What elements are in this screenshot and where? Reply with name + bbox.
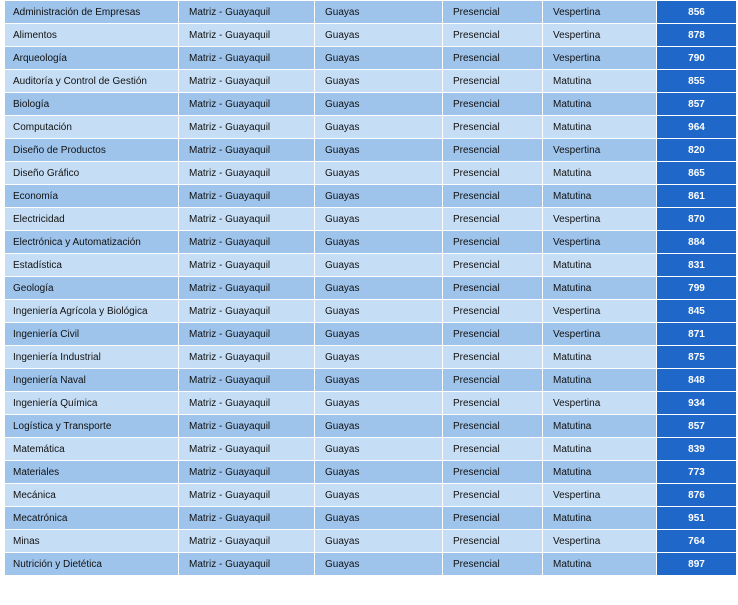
province-cell: Guayas — [315, 530, 443, 553]
campus-cell: Matriz - Guayaquil — [179, 484, 315, 507]
table-row — [5, 70, 737, 93]
career-name-cell: Minas — [5, 530, 179, 553]
modality-cell: Presencial — [443, 24, 543, 47]
modality-cell: Presencial — [443, 461, 543, 484]
career-name-cell: Mecánica — [5, 484, 179, 507]
campus-cell: Matriz - Guayaquil — [179, 346, 315, 369]
province-cell: Guayas — [315, 484, 443, 507]
province-cell: Guayas — [315, 254, 443, 277]
score-cell: 934 — [657, 392, 737, 415]
table-row — [5, 277, 737, 300]
schedule-cell: Matutina — [543, 369, 657, 392]
score-cell: 964 — [657, 116, 737, 139]
modality-cell: Presencial — [443, 438, 543, 461]
modality-cell: Presencial — [443, 254, 543, 277]
province-cell: Guayas — [315, 369, 443, 392]
modality-cell: Presencial — [443, 70, 543, 93]
campus-cell: Matriz - Guayaquil — [179, 162, 315, 185]
campus-cell: Matriz - Guayaquil — [179, 507, 315, 530]
modality-cell: Presencial — [443, 208, 543, 231]
score-cell: 857 — [657, 415, 737, 438]
province-cell: Guayas — [315, 507, 443, 530]
province-cell: Guayas — [315, 553, 443, 576]
career-name-cell: Computación — [5, 116, 179, 139]
modality-cell: Presencial — [443, 507, 543, 530]
score-cell: 861 — [657, 185, 737, 208]
table-row — [5, 484, 737, 507]
career-name-cell: Auditoría y Control de Gestión — [5, 70, 179, 93]
schedule-cell: Vespertina — [543, 392, 657, 415]
province-cell: Guayas — [315, 415, 443, 438]
schedule-cell: Matutina — [543, 553, 657, 576]
career-name-cell: Ingeniería Civil — [5, 323, 179, 346]
schedule-cell: Matutina — [543, 93, 657, 116]
career-name-cell: Electricidad — [5, 208, 179, 231]
schedule-cell: Matutina — [543, 461, 657, 484]
table-row — [5, 24, 737, 47]
modality-cell: Presencial — [443, 277, 543, 300]
province-cell: Guayas — [315, 139, 443, 162]
campus-cell: Matriz - Guayaquil — [179, 93, 315, 116]
schedule-cell: Vespertina — [543, 323, 657, 346]
score-cell: 856 — [657, 1, 737, 24]
schedule-cell: Matutina — [543, 254, 657, 277]
table-row — [5, 346, 737, 369]
schedule-cell: Vespertina — [543, 24, 657, 47]
score-cell: 951 — [657, 507, 737, 530]
career-name-cell: Materiales — [5, 461, 179, 484]
schedule-cell: Matutina — [543, 162, 657, 185]
schedule-cell: Vespertina — [543, 139, 657, 162]
campus-cell: Matriz - Guayaquil — [179, 530, 315, 553]
province-cell: Guayas — [315, 1, 443, 24]
campus-cell: Matriz - Guayaquil — [179, 369, 315, 392]
table-row — [5, 116, 737, 139]
career-name-cell: Mecatrónica — [5, 507, 179, 530]
career-name-cell: Nutrición y Dietética — [5, 553, 179, 576]
score-cell: 871 — [657, 323, 737, 346]
modality-cell: Presencial — [443, 553, 543, 576]
table-row — [5, 254, 737, 277]
campus-cell: Matriz - Guayaquil — [179, 461, 315, 484]
modality-cell: Presencial — [443, 369, 543, 392]
campus-cell: Matriz - Guayaquil — [179, 24, 315, 47]
modality-cell: Presencial — [443, 392, 543, 415]
campus-cell: Matriz - Guayaquil — [179, 277, 315, 300]
province-cell: Guayas — [315, 208, 443, 231]
table-row — [5, 208, 737, 231]
score-cell: 831 — [657, 254, 737, 277]
career-name-cell: Administración de Empresas — [5, 1, 179, 24]
schedule-cell: Matutina — [543, 507, 657, 530]
career-name-cell: Economía — [5, 185, 179, 208]
modality-cell: Presencial — [443, 231, 543, 254]
campus-cell: Matriz - Guayaquil — [179, 47, 315, 70]
table-row — [5, 139, 737, 162]
campus-cell: Matriz - Guayaquil — [179, 1, 315, 24]
career-name-cell: Geología — [5, 277, 179, 300]
modality-cell: Presencial — [443, 415, 543, 438]
career-name-cell: Electrónica y Automatización — [5, 231, 179, 254]
score-cell: 870 — [657, 208, 737, 231]
table-row — [5, 323, 737, 346]
score-cell: 848 — [657, 369, 737, 392]
campus-cell: Matriz - Guayaquil — [179, 323, 315, 346]
schedule-cell: Vespertina — [543, 300, 657, 323]
schedule-cell: Vespertina — [543, 1, 657, 24]
career-name-cell: Ingeniería Agrícola y Biológica — [5, 300, 179, 323]
campus-cell: Matriz - Guayaquil — [179, 300, 315, 323]
schedule-cell: Vespertina — [543, 530, 657, 553]
careers-table — [4, 0, 737, 576]
modality-cell: Presencial — [443, 530, 543, 553]
career-name-cell: Ingeniería Química — [5, 392, 179, 415]
province-cell: Guayas — [315, 93, 443, 116]
campus-cell: Matriz - Guayaquil — [179, 254, 315, 277]
table-row — [5, 1, 737, 24]
modality-cell: Presencial — [443, 1, 543, 24]
table-row — [5, 93, 737, 116]
table-row — [5, 231, 737, 254]
table-row — [5, 507, 737, 530]
schedule-cell: Matutina — [543, 185, 657, 208]
score-cell: 773 — [657, 461, 737, 484]
modality-cell: Presencial — [443, 47, 543, 70]
campus-cell: Matriz - Guayaquil — [179, 438, 315, 461]
careers-table-body — [5, 1, 737, 576]
campus-cell: Matriz - Guayaquil — [179, 553, 315, 576]
table-row — [5, 415, 737, 438]
table-row — [5, 461, 737, 484]
career-name-cell: Ingeniería Industrial — [5, 346, 179, 369]
score-cell: 865 — [657, 162, 737, 185]
province-cell: Guayas — [315, 277, 443, 300]
province-cell: Guayas — [315, 116, 443, 139]
score-cell: 799 — [657, 277, 737, 300]
career-name-cell: Matemática — [5, 438, 179, 461]
modality-cell: Presencial — [443, 93, 543, 116]
career-name-cell: Diseño Gráfico — [5, 162, 179, 185]
province-cell: Guayas — [315, 323, 443, 346]
score-cell: 839 — [657, 438, 737, 461]
modality-cell: Presencial — [443, 300, 543, 323]
career-name-cell: Ingeniería Naval — [5, 369, 179, 392]
province-cell: Guayas — [315, 162, 443, 185]
modality-cell: Presencial — [443, 484, 543, 507]
province-cell: Guayas — [315, 438, 443, 461]
campus-cell: Matriz - Guayaquil — [179, 415, 315, 438]
province-cell: Guayas — [315, 24, 443, 47]
campus-cell: Matriz - Guayaquil — [179, 139, 315, 162]
campus-cell: Matriz - Guayaquil — [179, 185, 315, 208]
modality-cell: Presencial — [443, 185, 543, 208]
schedule-cell: Matutina — [543, 438, 657, 461]
table-row — [5, 185, 737, 208]
score-cell: 855 — [657, 70, 737, 93]
table-row — [5, 369, 737, 392]
score-cell: 857 — [657, 93, 737, 116]
table-row — [5, 162, 737, 185]
score-cell: 845 — [657, 300, 737, 323]
table-row — [5, 530, 737, 553]
table-row — [5, 438, 737, 461]
province-cell: Guayas — [315, 392, 443, 415]
career-name-cell: Alimentos — [5, 24, 179, 47]
campus-cell: Matriz - Guayaquil — [179, 231, 315, 254]
table-row — [5, 47, 737, 70]
campus-cell: Matriz - Guayaquil — [179, 392, 315, 415]
province-cell: Guayas — [315, 231, 443, 254]
schedule-cell: Vespertina — [543, 47, 657, 70]
province-cell: Guayas — [315, 461, 443, 484]
modality-cell: Presencial — [443, 139, 543, 162]
score-cell: 790 — [657, 47, 737, 70]
career-name-cell: Diseño de Productos — [5, 139, 179, 162]
schedule-cell: Matutina — [543, 277, 657, 300]
career-name-cell: Biología — [5, 93, 179, 116]
schedule-cell: Matutina — [543, 346, 657, 369]
province-cell: Guayas — [315, 47, 443, 70]
score-cell: 884 — [657, 231, 737, 254]
score-cell: 897 — [657, 553, 737, 576]
campus-cell: Matriz - Guayaquil — [179, 208, 315, 231]
schedule-cell: Vespertina — [543, 231, 657, 254]
career-name-cell: Estadística — [5, 254, 179, 277]
campus-cell: Matriz - Guayaquil — [179, 70, 315, 93]
schedule-cell: Vespertina — [543, 208, 657, 231]
province-cell: Guayas — [315, 346, 443, 369]
table-row — [5, 553, 737, 576]
schedule-cell: Vespertina — [543, 484, 657, 507]
campus-cell: Matriz - Guayaquil — [179, 116, 315, 139]
career-name-cell: Arqueología — [5, 47, 179, 70]
career-name-cell: Logística y Transporte — [5, 415, 179, 438]
score-cell: 875 — [657, 346, 737, 369]
score-cell: 876 — [657, 484, 737, 507]
province-cell: Guayas — [315, 185, 443, 208]
schedule-cell: Matutina — [543, 415, 657, 438]
score-cell: 820 — [657, 139, 737, 162]
modality-cell: Presencial — [443, 323, 543, 346]
table-row — [5, 300, 737, 323]
province-cell: Guayas — [315, 70, 443, 93]
modality-cell: Presencial — [443, 162, 543, 185]
schedule-cell: Matutina — [543, 116, 657, 139]
score-cell: 878 — [657, 24, 737, 47]
province-cell: Guayas — [315, 300, 443, 323]
schedule-cell: Matutina — [543, 70, 657, 93]
score-cell: 764 — [657, 530, 737, 553]
modality-cell: Presencial — [443, 346, 543, 369]
table-row — [5, 392, 737, 415]
modality-cell: Presencial — [443, 116, 543, 139]
